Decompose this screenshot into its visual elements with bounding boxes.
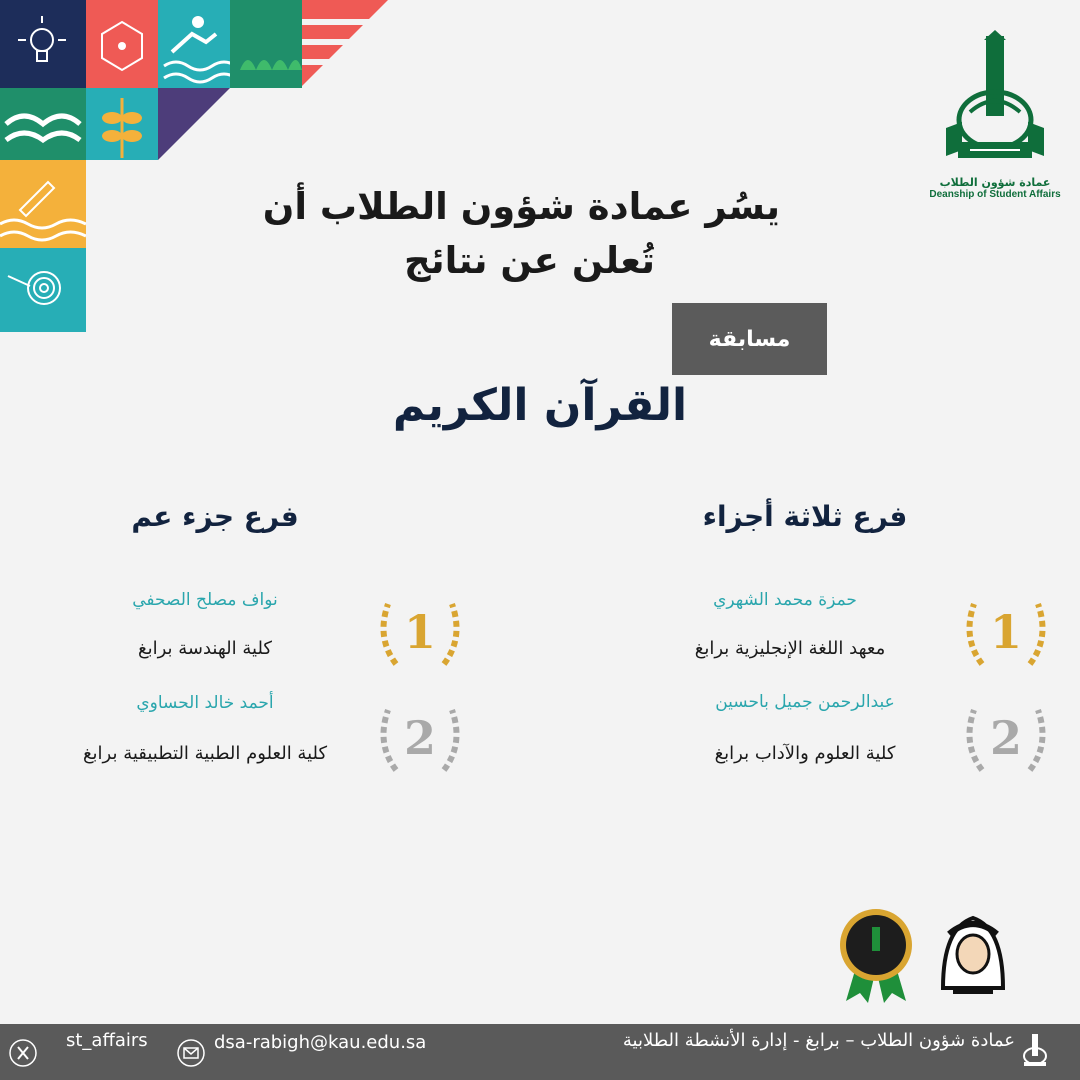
plants-tile bbox=[230, 0, 302, 88]
award-ribbon-icon bbox=[838, 905, 914, 1005]
triangle-shape bbox=[158, 88, 230, 160]
logo-arabic-text: عمادة شؤون الطلاب bbox=[939, 176, 1051, 189]
winner-name: نواف مصلح الصحفي bbox=[132, 590, 278, 610]
spiral-icon bbox=[0, 248, 86, 332]
circuit-tile bbox=[86, 0, 158, 88]
university-logo-icon bbox=[1020, 1030, 1050, 1070]
competition-title: القرآن الكريم bbox=[392, 380, 688, 431]
social-handle[interactable]: st_affairs bbox=[66, 1030, 148, 1051]
winner-name: أحمد خالد الحساوي bbox=[136, 693, 274, 713]
winner-name: حمزة محمد الشهري bbox=[713, 590, 857, 610]
rocket-tile bbox=[0, 160, 86, 248]
triangle-tile bbox=[158, 88, 230, 160]
competition-badge: مسابقة bbox=[672, 303, 827, 375]
email-address[interactable]: dsa-rabigh@kau.edu.sa bbox=[214, 1032, 427, 1053]
runner-icon bbox=[158, 0, 230, 88]
medal-rank: 2 bbox=[989, 711, 1023, 765]
branch-title-juz-amma: فرع جزء عم bbox=[131, 500, 299, 533]
silver-medal-icon bbox=[960, 694, 1052, 780]
runner-tile bbox=[158, 0, 230, 88]
headline-line-2: تُعلن عن نتائج bbox=[404, 239, 655, 282]
announcement-headline bbox=[180, 180, 780, 288]
winner-college: كلية العلوم والآداب برابغ bbox=[714, 743, 896, 764]
medal-rank: 2 bbox=[403, 711, 437, 765]
winner-college: كلية الهندسة برابغ bbox=[138, 638, 272, 659]
university-emblem-icon bbox=[940, 30, 1050, 170]
stripes-shape bbox=[302, 0, 392, 88]
spiral-tile bbox=[0, 248, 86, 332]
medal-rank: 1 bbox=[403, 605, 437, 659]
silver-medal-icon bbox=[374, 694, 466, 780]
footer-org-text: عمادة شؤون الطلاب – برابغ - إدارة الأنشطة الطلابية bbox=[622, 1030, 1015, 1051]
email-icon[interactable] bbox=[176, 1038, 206, 1068]
rocket-icon bbox=[0, 160, 86, 248]
deanship-logo bbox=[920, 30, 1070, 205]
wheat-icon bbox=[86, 88, 158, 160]
x-social-icon[interactable] bbox=[8, 1038, 38, 1068]
lightbulb-icon bbox=[0, 0, 86, 88]
student-avatar-icon bbox=[935, 908, 1011, 996]
medal-rank: 1 bbox=[989, 605, 1023, 659]
branch-title-three-parts: فرع ثلاثة أجزاء bbox=[702, 500, 908, 533]
winner-college: كلية العلوم الطبية التطبيقية برابغ bbox=[82, 743, 328, 764]
gold-medal-icon bbox=[960, 588, 1052, 674]
headline-line-1: يسُر عمادة شؤون الطلاب أن bbox=[262, 185, 780, 228]
book-tile bbox=[0, 88, 86, 160]
footer-bar bbox=[0, 1024, 1080, 1080]
gold-medal-icon bbox=[374, 588, 466, 674]
logo-english-text: Deanship of Student Affairs bbox=[929, 189, 1061, 200]
lightbulb-tile bbox=[0, 0, 86, 88]
winner-name: عبدالرحمن جميل باحسين bbox=[715, 692, 895, 712]
winner-college: معهد اللغة الإنجليزية برابغ bbox=[694, 638, 886, 659]
plants-icon bbox=[230, 0, 302, 88]
wheat-tile bbox=[86, 88, 158, 160]
circuit-icon bbox=[86, 0, 158, 88]
book-icon bbox=[0, 88, 86, 160]
stripes-tile bbox=[302, 0, 392, 88]
